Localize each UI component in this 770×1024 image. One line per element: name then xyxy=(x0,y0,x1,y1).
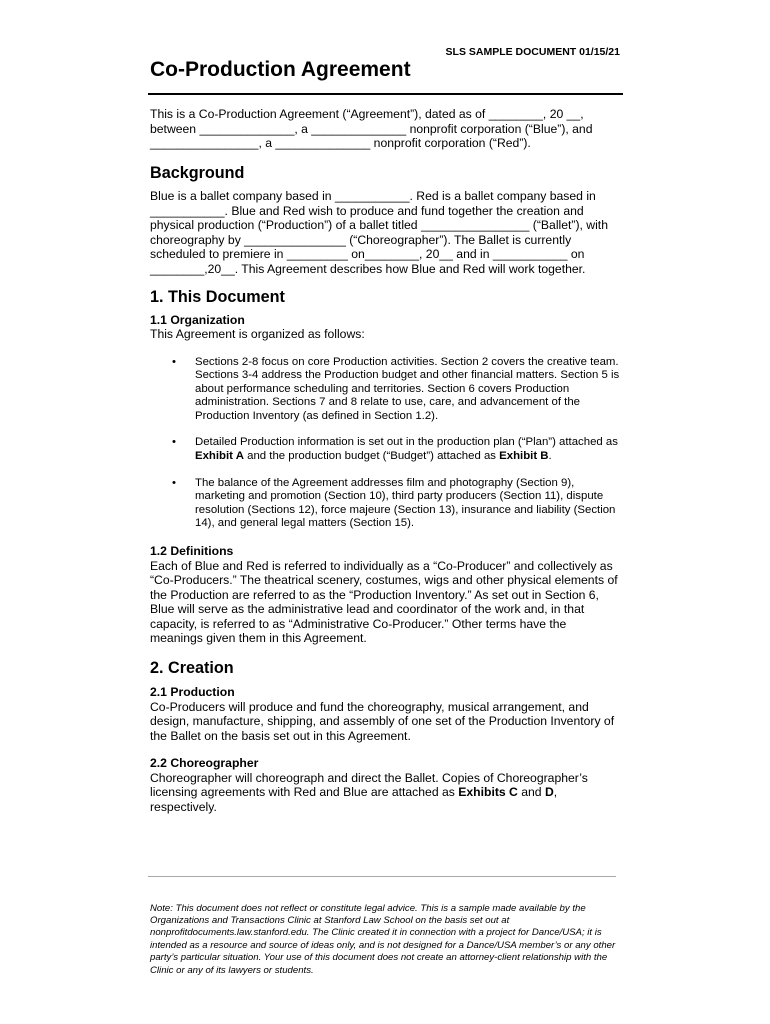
bullet-icon: • xyxy=(172,436,176,449)
exhibit-a-reference: Exhibit A xyxy=(195,450,244,463)
exhibit-c-reference: Exhibits C xyxy=(458,785,518,800)
organization-list xyxy=(150,356,622,532)
background-paragraph: Blue is a ballet company based in ___________. Red is a ballet company based in ___________. Blue and Red wish to produce and fund together the creation and physical production (“Production”) of a ballet titled ________________ (“Ballet”), with choreography by _______________ (“Choreographer”). The Ballet is currently scheduled to premiere in _________ on________, 20__ and in ___________ on ________,20__. This Agreement describes how Blue and Red will work together. xyxy=(150,189,608,276)
background-heading: Background xyxy=(150,163,245,182)
footer-divider xyxy=(148,876,616,877)
section-2-2-heading: 2.2 Choreographer xyxy=(150,756,259,771)
section-1-2-text: Each of Blue and Red is referred to individually as a “Co-Producer” and collectively as “Co-Producers.” The theatrical scenery, costumes, wigs and other physical elements of the Production are referred to as the “Production Inventory.” As set out in Section 6, Blue will serve as the administrative lead and coordinator of the work and, in that capacity, is referred to as “Administrative Co-Producer.” Other terms have the meanings given them in this Agreement. xyxy=(150,558,618,646)
bullet-icon: • xyxy=(172,476,176,489)
exhibit-b-reference: Exhibit B xyxy=(499,450,549,463)
intro-paragraph: This is a Co-Production Agreement (“Agreement”), dated as of ________, 20 __, between ______________, a ______________ nonprofit corporation (“Blue”), and ________________, a ______________ nonprofit corporation (“Red”). xyxy=(150,107,593,150)
document-body xyxy=(150,107,622,814)
document-title: Co-Production Agreement xyxy=(150,58,411,81)
list-item-text: The balance of the Agreement addresses film and photography (Section 9), marketing and promotion (Section 10), third party producers (Section 11), dispute resolution (Sections 12), force majeure (Section 13), insurance and liability (Section 14), and general legal matters (Section 15). xyxy=(195,476,616,530)
section-2-1-heading: 2.1 Production xyxy=(150,685,235,700)
list-item-text: Sections 2-8 focus on core Production activities. Section 2 covers the creative team. Sections 3-4 address the Production budget and other financial matters. Section 5 is about performance scheduling and territories. Section 6 covers Production administration. Sections 7 and 8 relate to use, care, and advancement of the Production Inventory (as defined in Section 1.2). xyxy=(195,355,620,422)
list-item-text: . xyxy=(548,450,552,463)
section-2-2-text xyxy=(150,771,622,815)
list-item xyxy=(150,356,622,424)
list-item-text: Detailed Production information is set out in the production plan (“Plan”) attached as xyxy=(195,436,618,449)
bullet-icon: • xyxy=(172,355,176,368)
document-id-label: SLS SAMPLE DOCUMENT 01/15/21 xyxy=(445,46,620,58)
section-1-2-heading: 1.2 Definitions xyxy=(150,544,234,559)
section-2-2-text-part: Choreographer will choreograph and direct the Ballet. Copies of Choreographer’s licensing agreements with Red and Blue are attached as xyxy=(150,770,588,800)
list-item xyxy=(150,477,622,531)
section-2-2-text-part: and xyxy=(517,785,545,800)
list-item xyxy=(150,436,622,463)
footer-note: Note: This document does not reflect or constitute legal advice. This is a sample made available by the Organizations and Transactions Clinic at Stanford Law School on the basis set out at nonprofitdocuments.law.stanford.edu. The Clinic created it in connection with a project for Dance/USA; it is intended as a resource and source of ideas only, and is not designed for a Dance/USA member’s or any other party’s particular situation. Your use of this document does not create an attorney-client relationship with the Clinic or any of its lawyers or students. xyxy=(150,902,616,976)
section-1-1-text: This Agreement is organized as follows: xyxy=(150,327,365,341)
section-2-2-text-part: , respectively. xyxy=(150,785,558,814)
title-divider xyxy=(148,93,623,95)
exhibit-d-reference: D xyxy=(544,785,554,800)
section-2-1-text: Co-Producers will produce and fund the choreography, musical arrangement, and design, manufacture, shipping, and assembly of one set of the Production Inventory of the Ballet on the basis set out in this Agreement. xyxy=(150,699,615,743)
section-1-1-heading: 1.1 Organization xyxy=(150,312,245,327)
section-2-heading: 2. Creation xyxy=(150,658,234,677)
list-item-text: and the production budget (“Budget”) attached as xyxy=(243,450,500,463)
section-1-heading: 1. This Document xyxy=(150,288,285,306)
